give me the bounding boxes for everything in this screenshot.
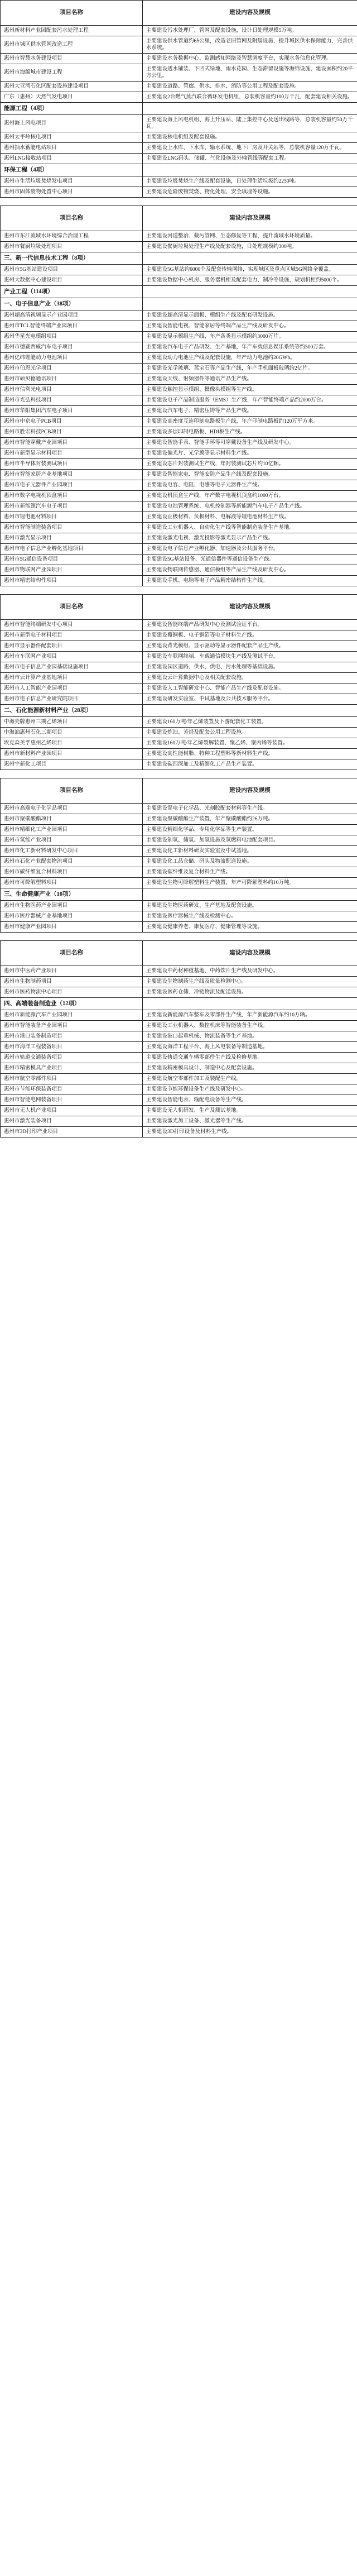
section-row bbox=[1, 164, 357, 176]
table-row bbox=[1, 154, 357, 164]
page-gap bbox=[0, 933, 357, 940]
content-scale-cell: 主要建设天线、射频器件等通讯产品生产线。 bbox=[143, 374, 357, 385]
content-scale-cell: 主要建设生物可降解塑料生产装置，年产可降解塑料约10万吨。 bbox=[143, 878, 357, 888]
table-row bbox=[1, 54, 357, 64]
project-name-cell: 中海壳牌惠州三期乙烯项目 bbox=[1, 717, 143, 728]
table-row bbox=[1, 620, 357, 630]
table-row bbox=[1, 1053, 357, 1063]
project-name-cell: 中海油惠州石化三期项目 bbox=[1, 728, 143, 738]
content-scale-cell: 主要建设160万吨/年乙烯装置及下游配套化工装置。 bbox=[143, 717, 357, 728]
header-content-scale: 建设内容及规模 bbox=[143, 941, 357, 966]
table-row bbox=[1, 922, 357, 933]
content-scale-cell: 主要建设湿电子化学品、光刻胶配套材料等生产线。 bbox=[143, 804, 357, 814]
project-name-cell: 惠州市新型电子材料项目 bbox=[1, 630, 143, 641]
project-name-cell: 惠州市固体废物处置中心项目 bbox=[1, 187, 143, 198]
project-name-cell: 惠州大数据中心建设项目 bbox=[1, 275, 143, 286]
project-name-cell: 惠州市航空零部件项目 bbox=[1, 1074, 143, 1084]
project-name-cell: 惠州市精密模具产业项目 bbox=[1, 1063, 143, 1074]
content-scale-cell: 主要建设光学玻璃、蓝宝石等产品生产线，年产手机面板玻璃约2亿片。 bbox=[143, 364, 357, 374]
content-scale-cell: 主要建设污水处理厂、管网及配套设施，设计日处理规模5万吨。 bbox=[143, 26, 357, 36]
project-name-cell: 惠州市无人机产业项目 bbox=[1, 1106, 143, 1116]
table-row bbox=[1, 231, 357, 242]
table-row bbox=[1, 36, 357, 54]
content-scale-cell: 主要建设海上风电机组、海上升压站、陆上集控中心及送出线路等，总装机容量约50万千瓦。 bbox=[143, 115, 357, 132]
table-row bbox=[1, 115, 357, 132]
table-header-row bbox=[1, 1, 357, 26]
header-project-name: 项目名称 bbox=[1, 595, 143, 620]
project-name-cell: 惠州市3D打印产业项目 bbox=[1, 1127, 143, 1138]
content-scale-cell: 主要建设工业机器人、自动化生产线等智能制造装备生产基地。 bbox=[143, 523, 357, 533]
table-row bbox=[1, 92, 357, 103]
table-row bbox=[1, 814, 357, 825]
content-scale-cell: 主要建设航空零部件加工及装配生产线。 bbox=[143, 1074, 357, 1084]
project-name-cell: 惠州市精细化工产业园项目 bbox=[1, 825, 143, 835]
content-scale-cell: 主要建设精密模具设计、制造中心及配套设施。 bbox=[143, 1063, 357, 1074]
project-name-cell: 惠州市聚碳酸酯项目 bbox=[1, 814, 143, 825]
section-row bbox=[1, 888, 357, 901]
content-scale-cell: 主要建设智能电表、输配电设备等生产线。 bbox=[143, 1095, 357, 1106]
content-scale-cell: 主要建设上水库、下水库、输水系统、地下厂房及开关站等，总装机容量120万千瓦。 bbox=[143, 143, 357, 154]
project-name-cell: 惠州市显示器件配套项目 bbox=[1, 641, 143, 652]
header-content-scale: 建设内容及规模 bbox=[143, 778, 357, 804]
project-name-cell: 惠州市新型显示材料项目 bbox=[1, 448, 143, 459]
table-row bbox=[1, 1116, 357, 1127]
table-row bbox=[1, 1106, 357, 1116]
table-row bbox=[1, 728, 357, 738]
content-scale-cell: 主要建设云计算数据中心及相关配套设施。 bbox=[143, 673, 357, 684]
content-scale-cell: 主要建设医疗器械生产线及检测中心。 bbox=[143, 911, 357, 922]
project-name-cell: 惠州市轨道交通装备项目 bbox=[1, 1053, 143, 1063]
section-title: 产业工程（114项） bbox=[1, 286, 143, 298]
content-scale-cell: 主要建设化工品仓储、码头及物流配送设施。 bbox=[143, 857, 357, 867]
table-row bbox=[1, 459, 357, 470]
content-scale-cell: 主要建设垃圾焚烧生产线及配套设施，日处理生活垃圾约2250吨。 bbox=[143, 176, 357, 187]
project-name-cell: 惠州市5G基站建设项目 bbox=[1, 265, 143, 275]
header-content-scale: 建设内容及规模 bbox=[143, 206, 357, 231]
project-name-cell: 惠州市生物医药产业园项目 bbox=[1, 901, 143, 911]
content-scale-cell: 主要建设偏光片、光学膜等显示材料生产线。 bbox=[143, 448, 357, 459]
project-name-cell: 惠州市物联网产业园项目 bbox=[1, 565, 143, 576]
page-gap bbox=[0, 770, 357, 778]
project-name-cell: 惠州市可降解塑料项目 bbox=[1, 878, 143, 888]
section-title: 二、石化能源新材料产业（28项） bbox=[1, 705, 143, 717]
project-name-cell: 惠州市半导体封装测试项目 bbox=[1, 459, 143, 470]
content-scale-cell: 主要建设人工智能研发中心、智能产品生产线及配套设施。 bbox=[143, 684, 357, 694]
table-row bbox=[1, 374, 357, 385]
content-scale-cell bbox=[143, 286, 357, 298]
project-name-cell: 惠州市节能环保装备项目 bbox=[1, 1084, 143, 1095]
table-row bbox=[1, 417, 357, 427]
content-scale-cell: 主要建设汽车电子产品研发、生产基地，年产车载信息娱乐系统等约500万套。 bbox=[143, 342, 357, 353]
table-row bbox=[1, 977, 357, 987]
table-row bbox=[1, 187, 357, 198]
table-row bbox=[1, 427, 357, 438]
table-row bbox=[1, 555, 357, 565]
content-scale-cell: 主要建设节能环保设备生产线及研发中心。 bbox=[143, 1084, 357, 1095]
project-table bbox=[0, 940, 357, 1138]
table-row bbox=[1, 867, 357, 878]
table-row bbox=[1, 533, 357, 544]
content-scale-cell: 主要建设研发实验室、中试基地及公共技术服务平台。 bbox=[143, 694, 357, 705]
table-row bbox=[1, 1127, 357, 1138]
content-scale-cell: 主要建设超高清显示面板、模组生产线及配套研发设施。 bbox=[143, 310, 357, 321]
header-content-scale: 建设内容及规模 bbox=[143, 1, 357, 26]
content-scale-cell: 主要建设核电机组及配套设施。 bbox=[143, 132, 357, 143]
table-row bbox=[1, 480, 357, 491]
content-scale-cell: 主要建设LNG码头、储罐、气化设施及外输管线等配套工程。 bbox=[143, 154, 357, 164]
table-row bbox=[1, 846, 357, 857]
table-row bbox=[1, 275, 357, 286]
project-name-cell: 惠州超高清视频显示产业园项目 bbox=[1, 310, 143, 321]
table-row bbox=[1, 342, 357, 353]
content-scale-cell: 主要建设海洋工程平台、海上风电装备等制造基地。 bbox=[143, 1042, 357, 1053]
project-name-cell: 惠州市智慧水务建设项目 bbox=[1, 54, 143, 64]
content-scale-cell: 主要建设机顶盒生产线，年产数字电视机顶盒约1000万台。 bbox=[143, 491, 357, 501]
project-name-cell: 惠州市胜宏科技PCB项目 bbox=[1, 427, 143, 438]
table-row bbox=[1, 878, 357, 888]
table-row bbox=[1, 470, 357, 480]
project-name-cell: 惠州市高端电子化学品项目 bbox=[1, 804, 143, 814]
content-scale-cell: 主要建设覆铜板、电子铜箔等电子材料生产线。 bbox=[143, 630, 357, 641]
content-scale-cell: 主要建设透水铺装、下凹式绿地、雨水花园、生态滞留设施等海绵设施，建设面积约20平方公里。 bbox=[143, 64, 357, 82]
content-scale-cell: 主要建设数据中心机房、服务器机柜及配套电力、制冷等设施，规划机柜约5000个。 bbox=[143, 275, 357, 286]
project-name-cell: 惠州大亚湾石化区配套设施建设项目 bbox=[1, 82, 143, 92]
project-name-cell: 惠州市数字电视机顶盒项目 bbox=[1, 491, 143, 501]
content-scale-cell: 主要建设5G基站约6000个及配套传输网络，实现城区及重点区域5G网络全覆盖。 bbox=[143, 265, 357, 275]
page-gap bbox=[0, 198, 357, 205]
content-scale-cell: 主要建设高密度互连印制电路板生产线，年产印制电路板约120万平方米。 bbox=[143, 417, 357, 427]
table-row bbox=[1, 576, 357, 586]
project-name-cell: 惠州市城区供水管网改造工程 bbox=[1, 36, 143, 54]
content-scale-cell: 主要建设智能家电、智能安防产品生产线及配套设施。 bbox=[143, 470, 357, 480]
content-scale-cell: 主要建设显示模组生产线，年产各类显示模组约3000万片。 bbox=[143, 332, 357, 342]
table-header-row bbox=[1, 778, 357, 804]
table-row bbox=[1, 1074, 357, 1084]
project-name-cell: 惠州市云计算产业基地项目 bbox=[1, 673, 143, 684]
content-scale-cell: 主要建设5G基站设备、光通信器件等通信设备生产线。 bbox=[143, 555, 357, 565]
content-scale-cell: 主要建设水务数据中心、监测感知网络及智慧调度平台，实现水务信息化管理。 bbox=[143, 54, 357, 64]
content-scale-cell bbox=[143, 998, 357, 1010]
content-scale-cell: 主要建设精细化学品、专用化学品等生产装置。 bbox=[143, 825, 357, 835]
content-scale-cell: 主要建设炼油、芳烃及配套公用工程设施。 bbox=[143, 728, 357, 738]
section-row bbox=[1, 103, 357, 115]
project-name-cell: 惠州市石化产业配套物流项目 bbox=[1, 857, 143, 867]
project-name-cell: 惠州市信利光电项目 bbox=[1, 385, 143, 395]
table-row bbox=[1, 673, 357, 684]
table-row bbox=[1, 448, 357, 459]
content-scale-cell: 主要建设物联网传感器、通信模组等产品生产线及研发中心。 bbox=[143, 565, 357, 576]
section-title: 能源工程（4项） bbox=[1, 103, 143, 115]
project-name-cell: 惠州市车联网产业项目 bbox=[1, 652, 143, 662]
table-row bbox=[1, 1031, 357, 1042]
document bbox=[0, 0, 357, 1138]
header-project-name: 项目名称 bbox=[1, 206, 143, 231]
table-row bbox=[1, 26, 357, 36]
table-header-row bbox=[1, 941, 357, 966]
project-name-cell: 惠州市智能终端研发中心项目 bbox=[1, 620, 143, 630]
project-name-cell: 惠州市中医药产业项目 bbox=[1, 966, 143, 977]
project-name-cell: 惠州市华阳集团汽车电子项目 bbox=[1, 406, 143, 417]
content-scale-cell: 主要建设高性能树脂、特种工程塑料等新材料生产线。 bbox=[143, 749, 357, 759]
table-row bbox=[1, 353, 357, 364]
content-scale-cell: 主要建设智能终端产品研发中心及测试验证平台。 bbox=[143, 620, 357, 630]
project-name-cell: 埃克森美孚惠州乙烯项目 bbox=[1, 738, 143, 749]
project-table bbox=[0, 778, 357, 933]
table-row bbox=[1, 491, 357, 501]
table-row bbox=[1, 901, 357, 911]
section-row bbox=[1, 286, 357, 298]
content-scale-cell bbox=[143, 252, 357, 265]
project-name-cell: 惠州市电子信息产业孵化基地项目 bbox=[1, 544, 143, 555]
content-scale-cell bbox=[143, 164, 357, 176]
section-row bbox=[1, 705, 357, 717]
project-name-cell: 惠州市中京电子PCB项目 bbox=[1, 417, 143, 427]
content-scale-cell: 主要建设港口起重机械、物流装备等生产基地。 bbox=[143, 1031, 357, 1042]
table-row bbox=[1, 641, 357, 652]
table-row bbox=[1, 1021, 357, 1031]
section-title: 三、新一代信息技术工程（8项） bbox=[1, 252, 143, 265]
content-scale-cell bbox=[143, 705, 357, 717]
table-row bbox=[1, 717, 357, 728]
content-scale-cell: 主要建设制氢、储氢、加氢设施及氢燃料电池配套项目。 bbox=[143, 835, 357, 846]
content-scale-cell: 主要建设车联网终端、车载通信模块生产线及测试平台。 bbox=[143, 652, 357, 662]
project-name-cell: 惠州市海绵城市建设工程 bbox=[1, 64, 143, 82]
project-name-cell: 惠州市新能源汽车电子项目 bbox=[1, 501, 143, 512]
table-row bbox=[1, 738, 357, 749]
header-project-name: 项目名称 bbox=[1, 941, 143, 966]
content-scale-cell: 主要建设新能源汽车整车及零部件生产线，年产新能源汽车约10万辆。 bbox=[143, 1010, 357, 1021]
project-name-cell: 惠州市德赛西威汽车电子项目 bbox=[1, 342, 143, 353]
project-name-cell: 惠州市智能装备产业园项目 bbox=[1, 1021, 143, 1031]
project-name-cell: 惠州亿纬锂能动力电池项目 bbox=[1, 353, 143, 364]
table-row bbox=[1, 143, 357, 154]
content-scale-cell: 主要建设激光电视、激光投影等激光显示产品生产线。 bbox=[143, 533, 357, 544]
content-scale-cell: 主要建设电子产品制造服务（EMS）生产线，年产智能终端产品约2000万台。 bbox=[143, 395, 357, 406]
table-row bbox=[1, 523, 357, 533]
content-scale-cell: 主要建设智能电视、智能家居等终端产品生产线及研发中心。 bbox=[143, 321, 357, 332]
table-header-row bbox=[1, 595, 357, 620]
project-name-cell: 惠州市港口装备制造项目 bbox=[1, 1031, 143, 1042]
project-name-cell: 惠州市5G通信设备项目 bbox=[1, 555, 143, 565]
project-name-cell: 惠州市智能家居产业基地项目 bbox=[1, 470, 143, 480]
content-scale-cell: 主要建设背光模组、显示驱动等显示器件配套产品生产线。 bbox=[143, 641, 357, 652]
content-scale-cell: 主要建设聚碳酸酯生产装置，年产聚碳酸酯约26万吨。 bbox=[143, 814, 357, 825]
table-row bbox=[1, 749, 357, 759]
project-name-cell: 惠州市智能制造装备项目 bbox=[1, 523, 143, 533]
project-name-cell: 惠州市化工新材料研发中心项目 bbox=[1, 846, 143, 857]
table-row bbox=[1, 987, 357, 998]
project-name-cell: 惠州市智能电网装备项目 bbox=[1, 1095, 143, 1106]
table-row bbox=[1, 132, 357, 143]
content-scale-cell: 主要建设正极材料、负极材料、电解液等锂电池材料生产线。 bbox=[143, 512, 357, 523]
project-name-cell: 惠州市新能源汽车产业园项目 bbox=[1, 1010, 143, 1021]
section-row bbox=[1, 998, 357, 1010]
table-row bbox=[1, 1010, 357, 1021]
content-scale-cell: 主要建设触控显示模组、摄像头模组等生产线。 bbox=[143, 385, 357, 395]
project-name-cell: 惠州市生活垃圾焚烧发电项目 bbox=[1, 176, 143, 187]
table-row bbox=[1, 395, 357, 406]
section-row bbox=[1, 298, 357, 310]
table-row bbox=[1, 565, 357, 576]
table-row bbox=[1, 176, 357, 187]
table-row bbox=[1, 321, 357, 332]
table-row bbox=[1, 652, 357, 662]
project-table bbox=[0, 205, 357, 586]
project-name-cell: 惠州LNG接收站项目 bbox=[1, 154, 143, 164]
header-content-scale: 建设内容及规模 bbox=[143, 595, 357, 620]
content-scale-cell bbox=[143, 298, 357, 310]
content-scale-cell: 主要建设中药材种植基地、中药饮片生产线及研发中心。 bbox=[143, 966, 357, 977]
header-project-name: 项目名称 bbox=[1, 778, 143, 804]
project-table bbox=[0, 594, 357, 770]
table-row bbox=[1, 804, 357, 814]
content-scale-cell: 主要建设生物制药生产线及质量检测中心。 bbox=[143, 977, 357, 987]
table-row bbox=[1, 385, 357, 395]
content-scale-cell: 主要建设160万吨/年乙烯裂解装置、聚乙烯、聚丙烯等装置。 bbox=[143, 738, 357, 749]
table-row bbox=[1, 332, 357, 342]
content-scale-cell: 主要建设汽车电子、精密压铸等产品生产线。 bbox=[143, 406, 357, 417]
table-row bbox=[1, 406, 357, 417]
project-name-cell: 惠州市锂电池材料项目 bbox=[1, 512, 143, 523]
content-scale-cell: 主要建设电容、电阻、电感等电子元器件生产线。 bbox=[143, 480, 357, 491]
project-name-cell: 惠州市新材料产业园项目 bbox=[1, 749, 143, 759]
project-name-cell: 惠州市电子元器件产业园项目 bbox=[1, 480, 143, 491]
project-name-cell: 惠州海上风电项目 bbox=[1, 115, 143, 132]
project-name-cell: 惠州市氢能产业项目 bbox=[1, 835, 143, 846]
content-scale-cell: 主要建设多层印制电路板、HDI板生产线。 bbox=[143, 427, 357, 438]
content-scale-cell: 主要建设智能手表、智能手环等可穿戴设备生产线及研发中心。 bbox=[143, 438, 357, 448]
table-row bbox=[1, 438, 357, 448]
table-row bbox=[1, 64, 357, 82]
content-scale-cell: 主要建设化工新材料研发实验室及中试基地。 bbox=[143, 846, 357, 857]
project-name-cell: 惠州市医疗器械产业基地项目 bbox=[1, 911, 143, 922]
content-scale-cell: 主要建设3D打印设备及材料生产线。 bbox=[143, 1127, 357, 1138]
project-name-cell: 惠州市TCL智能终端产业园项目 bbox=[1, 321, 143, 332]
page-gap bbox=[0, 586, 357, 594]
content-scale-cell: 主要建设电子信息产业孵化器、加速器及公共服务平台。 bbox=[143, 544, 357, 555]
project-table bbox=[0, 0, 357, 198]
table-row bbox=[1, 242, 357, 252]
project-name-cell: 惠州市医药物流中心项目 bbox=[1, 987, 143, 998]
project-name-cell: 惠州华星光电模组项目 bbox=[1, 332, 143, 342]
content-scale-cell: 主要建设碳四深加工及精细化工产品生产装置。 bbox=[143, 759, 357, 770]
content-scale-cell: 主要建设2台燃气蒸汽联合循环发电机组，总装机容量约100万千瓦，配套建设相关设施。 bbox=[143, 92, 357, 103]
content-scale-cell: 主要建设生物医药研发、生产基地及配套设施。 bbox=[143, 901, 357, 911]
content-scale-cell: 主要建设芯片封装测试生产线，年封装测试芯片约10亿颗。 bbox=[143, 459, 357, 470]
table-row bbox=[1, 911, 357, 922]
content-scale-cell: 主要建设园区道路、供水、供电、污水处理等基础设施。 bbox=[143, 662, 357, 673]
project-name-cell: 惠州市激光装备项目 bbox=[1, 1116, 143, 1127]
table-row bbox=[1, 857, 357, 867]
section-title: 一、电子信息产业（38项） bbox=[1, 298, 143, 310]
content-scale-cell: 主要建设激光加工设备、激光器等生产线。 bbox=[143, 1116, 357, 1127]
table-row bbox=[1, 310, 357, 321]
content-scale-cell: 主要建设供水管道约65公里，改造老旧管网及附属设施，提升城区供水保障能力，完善供水系统。 bbox=[143, 36, 357, 54]
table-row bbox=[1, 966, 357, 977]
project-name-cell: 惠州市海洋工程装备项目 bbox=[1, 1042, 143, 1053]
table-row bbox=[1, 825, 357, 835]
project-name-cell: 惠州市智能穿戴产业园项目 bbox=[1, 438, 143, 448]
section-row bbox=[1, 252, 357, 265]
content-scale-cell: 主要建设动力电池生产线及配套设施，年产动力电池约20GWh。 bbox=[143, 353, 357, 364]
table-row bbox=[1, 364, 357, 374]
header-project-name: 项目名称 bbox=[1, 1, 143, 26]
section-title: 四、高端装备制造业（12项） bbox=[1, 998, 143, 1010]
content-scale-cell: 主要建设河道整治、截污管网、生态修复等工程，提升流域水环境质量。 bbox=[143, 231, 357, 242]
table-row bbox=[1, 662, 357, 673]
table-row bbox=[1, 501, 357, 512]
table-row bbox=[1, 1095, 357, 1106]
content-scale-cell: 主要建设无人机研发、生产及测试基地。 bbox=[143, 1106, 357, 1116]
project-name-cell: 惠州市电子信息产业研究院项目 bbox=[1, 694, 143, 705]
table-row bbox=[1, 835, 357, 846]
project-name-cell: 惠州宇新化工项目 bbox=[1, 759, 143, 770]
content-scale-cell: 主要建设手机、电脑等电子产品精密结构件生产线。 bbox=[143, 576, 357, 586]
table-row bbox=[1, 544, 357, 555]
content-scale-cell bbox=[143, 103, 357, 115]
table-row bbox=[1, 694, 357, 705]
content-scale-cell: 主要建设电池管理系统、电机控制器等新能源汽车电子产品生产线。 bbox=[143, 501, 357, 512]
section-title: 三、生命健康产业（10项） bbox=[1, 888, 143, 901]
project-name-cell: 惠州市激光显示项目 bbox=[1, 533, 143, 544]
project-name-cell: 惠州市健康产业园项目 bbox=[1, 922, 143, 933]
project-name-cell: 惠州市人工智能产业园项目 bbox=[1, 684, 143, 694]
project-name-cell: 惠州市餐厨垃圾处理项目 bbox=[1, 242, 143, 252]
project-name-cell: 惠州太平岭核电项目 bbox=[1, 132, 143, 143]
project-name-cell: 惠州市东江流域水环境综合治理工程 bbox=[1, 231, 143, 242]
content-scale-cell: 主要建设轨道交通车辆零部件生产线及检修基地。 bbox=[143, 1053, 357, 1063]
table-row bbox=[1, 1042, 357, 1053]
project-name-cell: 惠州新材料产业园配套污水处理工程 bbox=[1, 26, 143, 36]
content-scale-cell: 主要建设危险废物焚烧、物化处理、安全填埋等设施。 bbox=[143, 187, 357, 198]
content-scale-cell: 主要建设餐厨垃圾处理生产线及配套设施，日处理规模约300吨。 bbox=[143, 242, 357, 252]
table-row bbox=[1, 1084, 357, 1095]
table-row bbox=[1, 684, 357, 694]
table-row bbox=[1, 512, 357, 523]
project-name-cell: 广东（惠州）天然气发电项目 bbox=[1, 92, 143, 103]
project-name-cell: 惠州市精密结构件项目 bbox=[1, 576, 143, 586]
table-row bbox=[1, 265, 357, 275]
content-scale-cell: 主要建设道路、管廊、供水、排水、消防等公用工程及配套设施。 bbox=[143, 82, 357, 92]
section-title: 环保工程（4项） bbox=[1, 164, 143, 176]
project-name-cell: 惠州市电子信息产业园基础设施项目 bbox=[1, 662, 143, 673]
project-name-cell: 惠州市生物制药项目 bbox=[1, 977, 143, 987]
content-scale-cell bbox=[143, 888, 357, 901]
table-row bbox=[1, 630, 357, 641]
project-name-cell: 惠州市伯恩光学项目 bbox=[1, 364, 143, 374]
table-row bbox=[1, 1063, 357, 1074]
table-header-row bbox=[1, 206, 357, 231]
content-scale-cell: 主要建设工业机器人、数控机床等智能装备生产线。 bbox=[143, 1021, 357, 1031]
content-scale-cell: 主要建设医药仓储、冷链物流及配送设施。 bbox=[143, 987, 357, 998]
content-scale-cell: 主要建设健康养老、康复医疗、健康管理等设施。 bbox=[143, 922, 357, 933]
project-name-cell: 惠州市光弘科技项目 bbox=[1, 395, 143, 406]
content-scale-cell: 主要建设碳纤维及复合材料生产线。 bbox=[143, 867, 357, 878]
table-row bbox=[1, 82, 357, 92]
table-row bbox=[1, 759, 357, 770]
project-name-cell: 惠州市碳纤维复合材料项目 bbox=[1, 867, 143, 878]
project-name-cell: 惠州市硕贝德通讯项目 bbox=[1, 374, 143, 385]
project-name-cell: 惠州抽水蓄能电站项目 bbox=[1, 143, 143, 154]
